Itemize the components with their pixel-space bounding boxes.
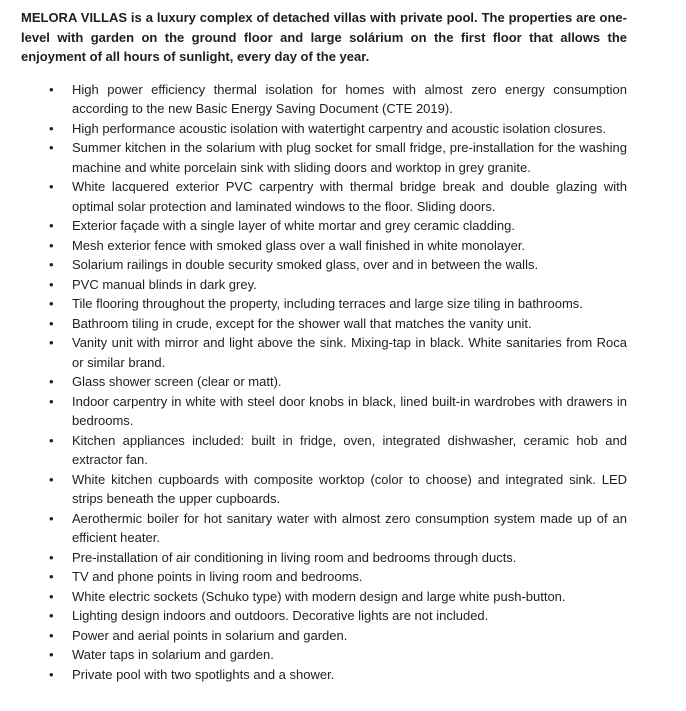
list-item-text: High power efficiency thermal isolation for homes with almost zero energy consumption according to the new Basic Energy Saving Document (CTE 2019).: [72, 81, 627, 116]
list-item: [21, 548, 627, 568]
list-item: [21, 587, 627, 607]
bullet-icon: •: [49, 432, 54, 448]
bullet-icon: •: [49, 374, 54, 389]
list-item: [21, 392, 627, 431]
list-item: [21, 509, 627, 548]
bullet-icon: •: [49, 393, 54, 409]
list-item-text: Power and aerial points in solarium and garden.: [72, 627, 348, 643]
bullet-icon: •: [49, 569, 54, 584]
list-item: [21, 275, 627, 295]
bullet-icon: •: [49, 510, 54, 526]
list-item-text: Vanity unit with mirror and light above the sink. Mixing-tap in black. White sanitaries from Roca or similar brand.: [72, 335, 627, 370]
list-item: [21, 177, 627, 216]
list-item-text: Mesh exterior fence with smoked glass over a wall finished in white monolayer.: [72, 237, 526, 253]
list-item-text: Summer kitchen in the solarium with plug socket for small fridge, pre-installation for the washing machine and white porcelain sink with sliding doors and worktop in grey granite.: [72, 140, 627, 175]
list-item: [21, 138, 627, 177]
bullet-icon: •: [49, 257, 54, 272]
list-item-text: White lacquered exterior PVC carpentry with thermal bridge break and double glazing with optimal solar protection and laminated windows to the floor. Sliding doors.: [72, 179, 627, 214]
bullet-icon: •: [49, 627, 54, 643]
list-item: [21, 216, 627, 236]
list-item-text: High performance acoustic isolation with watertight carpentry and acoustic isolation closures.: [72, 120, 606, 136]
bullet-icon: •: [49, 81, 54, 97]
list-item: [21, 470, 627, 509]
list-item-text: White electric sockets (Schuko type) with modern design and large white push-button.: [72, 588, 566, 604]
bullet-icon: •: [49, 179, 54, 194]
list-item: [21, 372, 627, 392]
list-item: [21, 567, 627, 587]
bullet-icon: •: [49, 588, 54, 604]
list-item: [21, 119, 627, 139]
bullet-icon: •: [49, 237, 54, 253]
bullet-icon: •: [49, 666, 54, 682]
bullet-icon: •: [49, 296, 54, 311]
list-item-text: TV and phone points in living room and bedrooms.: [72, 569, 363, 584]
bullet-icon: •: [49, 608, 54, 623]
bullet-icon: •: [49, 647, 54, 662]
list-item-text: Indoor carpentry in white with steel door knobs in black, lined built-in wardrobes with drawers in bedrooms.: [72, 393, 627, 428]
list-item: [21, 606, 627, 626]
list-item: [21, 294, 627, 314]
bullet-icon: •: [49, 120, 54, 136]
list-item: [21, 80, 627, 119]
list-item-text: Kitchen appliances included: built in fridge, oven, integrated dishwasher, ceramic hob and extractor fan.: [72, 432, 627, 467]
list-item-text: Bathroom tiling in crude, except for the shower wall that matches the vanity unit.: [72, 315, 532, 331]
list-item-text: PVC manual blinds in dark grey.: [72, 276, 257, 292]
bullet-icon: •: [49, 471, 54, 487]
list-item: [21, 236, 627, 256]
list-item: [21, 645, 627, 665]
feature-list: [21, 80, 627, 685]
list-item-text: Tile flooring throughout the property, including terraces and large size tiling in bathrooms.: [72, 296, 583, 311]
list-item-text: Pre-installation of air conditioning in living room and bedrooms through ducts.: [72, 549, 517, 565]
list-item: [21, 665, 627, 685]
bullet-icon: •: [49, 549, 54, 565]
list-item-text: Water taps in solarium and garden.: [72, 647, 274, 662]
list-item-text: Solarium railings in double security smoked glass, over and in between the walls.: [72, 257, 539, 272]
list-item-text: Aerothermic boiler for hot sanitary water with almost zero consumption system made up of an efficient heater.: [72, 510, 627, 545]
list-item: [21, 431, 627, 470]
list-item-text: Glass shower screen (clear or matt).: [72, 374, 282, 389]
list-item: [21, 626, 627, 646]
bullet-icon: •: [49, 276, 54, 292]
list-item-text: White kitchen cupboards with composite worktop (color to choose) and integrated sink. LED strips beneath the upper cupboards.: [72, 471, 627, 506]
bullet-icon: •: [49, 315, 54, 331]
list-item-text: Exterior façade with a single layer of white mortar and grey ceramic cladding.: [72, 218, 515, 233]
list-item: [21, 314, 627, 334]
list-item: [21, 255, 627, 275]
list-item-text: Private pool with two spotlights and a shower.: [72, 666, 335, 682]
bullet-icon: •: [49, 140, 54, 155]
intro-paragraph: MELORA VILLAS is a luxury complex of detached villas with private pool. The properties are one-level with garden on the ground floor and large solárium on the first floor that allows the enjoyment of all hours of sunlight, every day of the year.: [21, 10, 627, 64]
list-item-text: Lighting design indoors and outdoors. Decorative lights are not included.: [72, 608, 489, 623]
list-item: [21, 333, 627, 372]
bullet-icon: •: [49, 335, 54, 350]
bullet-icon: •: [49, 218, 54, 233]
